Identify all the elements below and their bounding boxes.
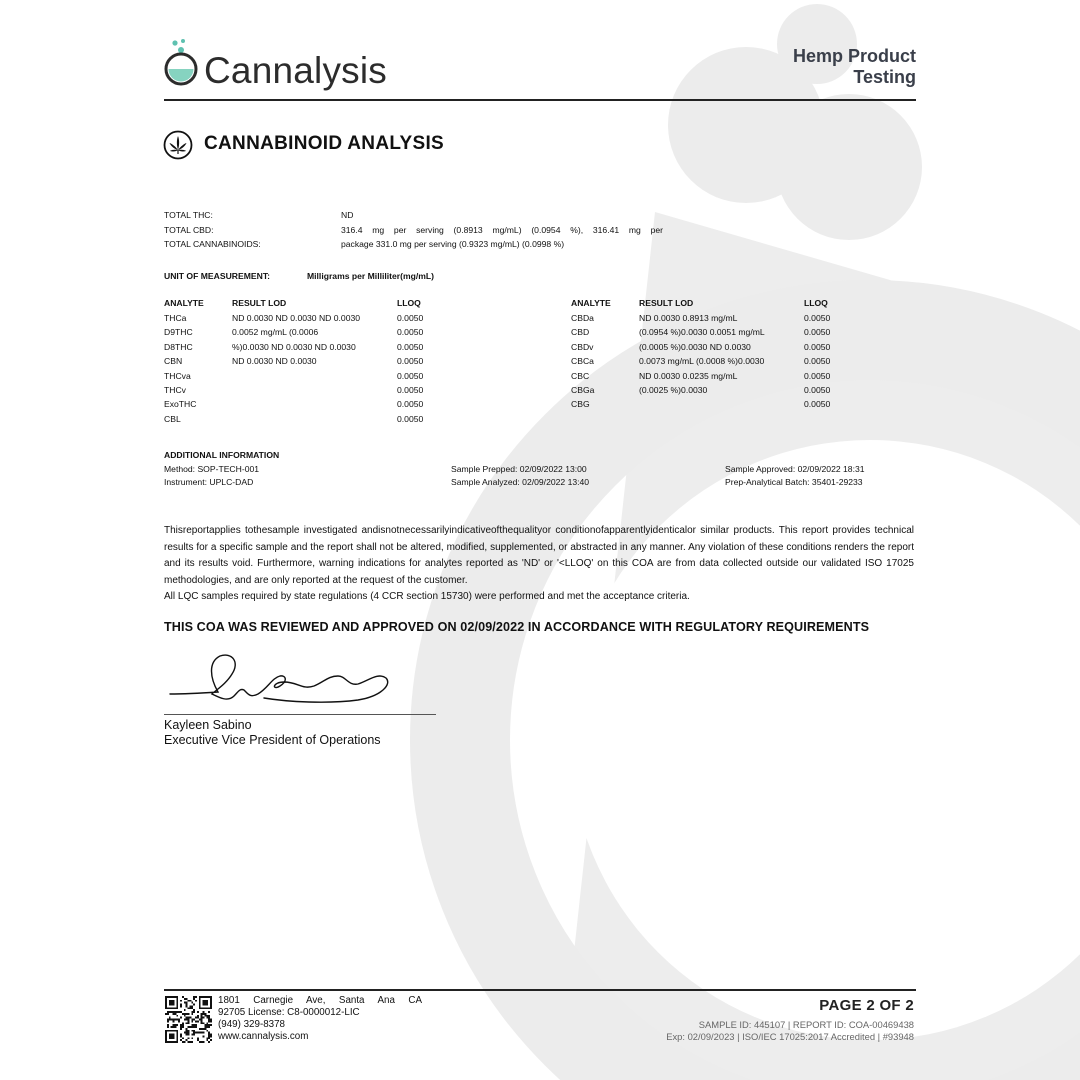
lloq-cell: 0.0050 xyxy=(804,370,831,381)
result-cell xyxy=(232,399,397,413)
result-cell: 0.0073 mg/mL (0.0008 %)0.0030 xyxy=(639,356,765,367)
brand-logo-icon xyxy=(163,38,203,93)
footer-address xyxy=(218,995,422,1043)
product-line-2: Testing xyxy=(853,67,916,87)
table-header-row xyxy=(164,298,437,313)
disclaimer xyxy=(164,523,914,606)
result-cell xyxy=(232,385,397,399)
cannabis-leaf-icon xyxy=(163,130,193,165)
lloq-cell: 0.0050 xyxy=(397,327,424,338)
sample-report-id: SAMPLE ID: 445107 | REPORT ID: COA-00469438 xyxy=(698,1019,914,1030)
lloq-cell: 0.0050 xyxy=(397,370,424,381)
lloq-cell: 0.0050 xyxy=(397,399,424,410)
accreditation-line: Exp: 02/09/2023 | ISO/IEC 17025:2017 Accredited | #93948 xyxy=(666,1031,914,1042)
section-title: CANNABINOID ANALYSIS xyxy=(204,133,445,154)
approval-block xyxy=(725,463,865,488)
address-line-1: 1801 Carnegie Ave, Santa Ana CA xyxy=(218,995,422,1006)
table-header-row xyxy=(571,298,844,313)
totals-values xyxy=(341,208,663,252)
table-row xyxy=(164,371,437,385)
sample-prepped: Sample Prepped: 02/09/2022 13:00 xyxy=(451,464,587,474)
lloq-header: LLOQ xyxy=(397,298,421,308)
method-text: Method: SOP-TECH-001 xyxy=(164,464,260,474)
phone-number: (949) 329-8378 xyxy=(218,1019,285,1030)
table-row xyxy=(571,342,844,356)
analyte-cell: CBCa xyxy=(571,356,594,367)
result-cell: 0.0052 mg/mL (0.0006 xyxy=(232,327,319,338)
qr-code-icon xyxy=(165,996,212,1048)
result-cell xyxy=(639,399,804,413)
table-row xyxy=(164,327,437,341)
table-row xyxy=(164,399,437,413)
page-number: PAGE 2 OF 2 xyxy=(819,997,914,1014)
analyte-cell: CBGa xyxy=(571,384,595,395)
disclaimer-paragraph: Thisreportapplies tothesample investigated andisnotnecessarilyindicativeofthequalityor conditionofapparentlyidenticalor similar products. This report provides technical results for a specific sample and the report shall not be altered, modified, supplemented, or abstracted in any manner. Any violation of these conditions renders the report and its results void. Furthermore, warning indications for analytes reported as 'ND' or '<LLOQ' on this COA are from data collected outside our validated ISO 17025 methodologies, and are only reported at the request of the customer. xyxy=(164,525,914,586)
additional-info-heading: ADDITIONAL INFORMATION xyxy=(164,450,280,460)
result-cell: ND 0.0030 0.8913 mg/mL xyxy=(639,313,738,323)
lqc-statement: All LQC samples required by state regulations (4 CCR section 15730) were performed and met the acceptance criteria. xyxy=(164,591,690,602)
analyte-header: ANALYTE xyxy=(571,298,611,308)
totals-labels xyxy=(164,208,261,252)
signature-line xyxy=(164,714,436,715)
table-row xyxy=(164,313,437,327)
lloq-cell: 0.0050 xyxy=(397,341,424,352)
lloq-cell: 0.0050 xyxy=(804,384,831,395)
unit-label: UNIT OF MEASUREMENT: xyxy=(164,271,270,281)
analyte-cell: THCv xyxy=(164,384,186,395)
table-row xyxy=(571,399,844,413)
analyte-cell: THCva xyxy=(164,370,191,381)
table-row xyxy=(571,313,844,327)
table-row xyxy=(164,414,437,428)
footer-divider xyxy=(164,989,916,991)
analyte-cell: D8THC xyxy=(164,341,193,352)
table-row xyxy=(164,385,437,399)
table-row xyxy=(571,356,844,370)
unit-value: Milligrams per Milliliter(mg/mL) xyxy=(307,271,435,281)
product-line-title xyxy=(793,46,916,88)
signatory-name: Kayleen Sabino xyxy=(164,718,252,732)
total-cannabinoids-label: TOTAL CANNABINOIDS: xyxy=(164,239,261,249)
method-block xyxy=(164,463,259,488)
lloq-cell: 0.0050 xyxy=(397,356,424,367)
lloq-cell: 0.0050 xyxy=(804,341,831,352)
analyte-cell: CBDa xyxy=(571,313,594,323)
result-cell: (0.0005 %)0.0030 ND 0.0030 xyxy=(639,341,751,352)
total-cbd-label: TOTAL CBD: xyxy=(164,224,214,235)
sample-analyzed: Sample Analyzed: 02/09/2022 13:40 xyxy=(451,476,590,487)
brand-name: Cannalysis xyxy=(204,50,387,91)
analyte-cell: CBG xyxy=(571,399,590,410)
analyte-table-right xyxy=(571,298,844,414)
total-cannabinoids-value: package 331.0 mg per serving (0.9323 mg/mL) (0.0998 %) xyxy=(341,239,565,249)
total-thc-value: ND xyxy=(341,210,354,220)
lloq-cell: 0.0050 xyxy=(397,413,424,424)
analyte-cell: CBN xyxy=(164,356,183,367)
sample-approved: Sample Approved: 02/09/2022 18:31 xyxy=(725,464,865,474)
table-row xyxy=(571,371,844,385)
result-cell: (0.0025 %)0.0030 xyxy=(639,384,708,395)
instrument-text: Instrument: UPLC-DAD xyxy=(164,476,254,487)
analyte-table-left xyxy=(164,298,437,428)
lloq-header: LLOQ xyxy=(804,298,828,308)
analyte-cell: ExoTHC xyxy=(164,399,197,410)
result-cell: (0.0954 %)0.0030 0.0051 mg/mL xyxy=(639,327,765,338)
analyte-cell: D9THC xyxy=(164,327,193,338)
analyte-cell: CBC xyxy=(571,370,590,381)
product-line-1: Hemp Product xyxy=(792,46,916,66)
signatory-title: Executive Vice President of Operations xyxy=(164,733,381,747)
result-cell: ND 0.0030 ND 0.0030 ND 0.0030 xyxy=(232,313,361,323)
lloq-cell: 0.0050 xyxy=(804,356,831,367)
result-cell: ND 0.0030 0.0235 mg/mL xyxy=(639,370,738,381)
result-cell xyxy=(232,414,397,428)
prep-batch: Prep-Analytical Batch: 35401-29233 xyxy=(725,476,863,487)
total-cbd-value: 316.4 mg per serving (0.8913 mg/mL) (0.0954 %), 316.41 mg per xyxy=(341,224,663,235)
analyte-header: ANALYTE xyxy=(164,298,204,308)
report-identifiers xyxy=(666,1019,914,1043)
table-row xyxy=(164,342,437,356)
address-line-2: 92705 License: C8-0000012-LIC xyxy=(218,1007,360,1018)
result-lod-header: RESULT LOD xyxy=(232,298,287,308)
signatory-block xyxy=(164,718,381,748)
analyte-cell: CBD xyxy=(571,327,590,338)
lloq-cell: 0.0050 xyxy=(804,327,831,338)
result-cell: %)0.0030 ND 0.0030 ND 0.0030 xyxy=(232,341,356,352)
lloq-cell: 0.0050 xyxy=(804,313,831,323)
analyte-cell: THCa xyxy=(164,313,187,323)
approval-statement: THIS COA WAS REVIEWED AND APPROVED ON 02/09/2022 IN ACCORDANCE WITH REGULATORY REQUIREMENTS xyxy=(164,620,870,634)
lloq-cell: 0.0050 xyxy=(397,313,424,323)
header-divider xyxy=(164,99,916,101)
lloq-cell: 0.0050 xyxy=(804,399,831,410)
total-thc-label: TOTAL THC: xyxy=(164,210,213,220)
result-lod-header: RESULT LOD xyxy=(639,298,694,308)
analyte-cell: CBL xyxy=(164,413,181,424)
sample-timing-block xyxy=(451,463,589,488)
table-row xyxy=(571,327,844,341)
table-row xyxy=(164,356,437,370)
lloq-cell: 0.0050 xyxy=(397,384,424,395)
analyte-cell: CBDv xyxy=(571,341,594,352)
table-row xyxy=(571,385,844,399)
result-cell xyxy=(232,371,397,385)
result-cell: ND 0.0030 ND 0.0030 xyxy=(232,356,317,367)
signature-image xyxy=(168,648,398,715)
website-link[interactable]: www.cannalysis.com xyxy=(218,1031,309,1042)
